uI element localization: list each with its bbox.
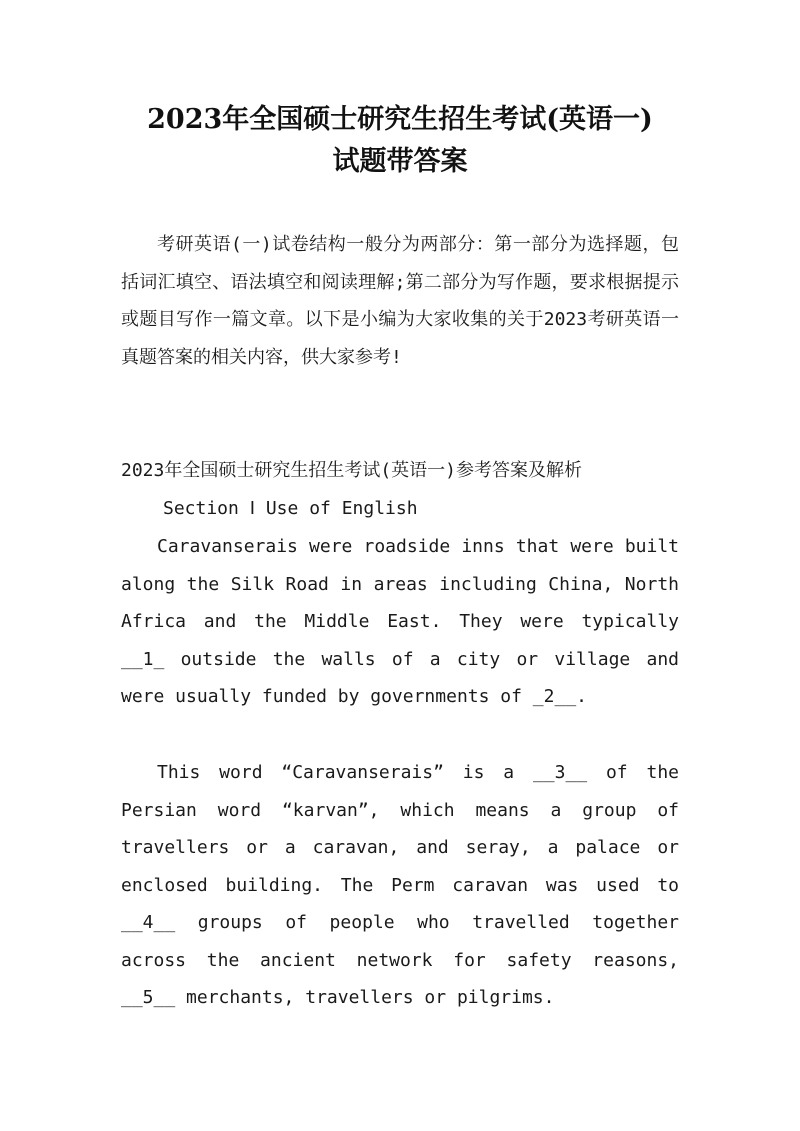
section-heading: Section Ⅰ Use of English — [163, 498, 418, 519]
intro-paragraph: 考研英语(一)试卷结构一般分为两部分：第一部分为选择题，包括词汇填空、语法填空和阅读理解;第二部分为写作题，要求根据提示或题目写作一篇文章。以下是小编为大家收集的关于2023考研英语一真题答案的相关内容，供大家参考! — [121, 234, 679, 368]
page-subtitle: 试题带答案 — [332, 146, 468, 177]
page-title: 2023年全国硕士研究生招生考试(英语一) — [147, 104, 653, 135]
passage-paragraph-2: This word “Caravanserais” is a __3__ of the Persian word “karvan”, which means a group of travellers or a caravan, and seray, a palace or enclosed building. The Perm caravan was used to __4__ groups of people who travelled together across the ancient network for safety reasons, __5__ merchants, travellers or pilgrims. — [121, 762, 679, 1008]
answers-heading: 2023年全国硕士研究生招生考试(英语一)参考答案及解析 — [121, 460, 583, 481]
passage-paragraph-1: Caravanserais were roadside inns that were built along the Silk Road in areas including China, North Africa and the Middle East. They were typically __1_ outside the walls of a city or village and were usually funded by governments of _2__. — [121, 536, 679, 707]
